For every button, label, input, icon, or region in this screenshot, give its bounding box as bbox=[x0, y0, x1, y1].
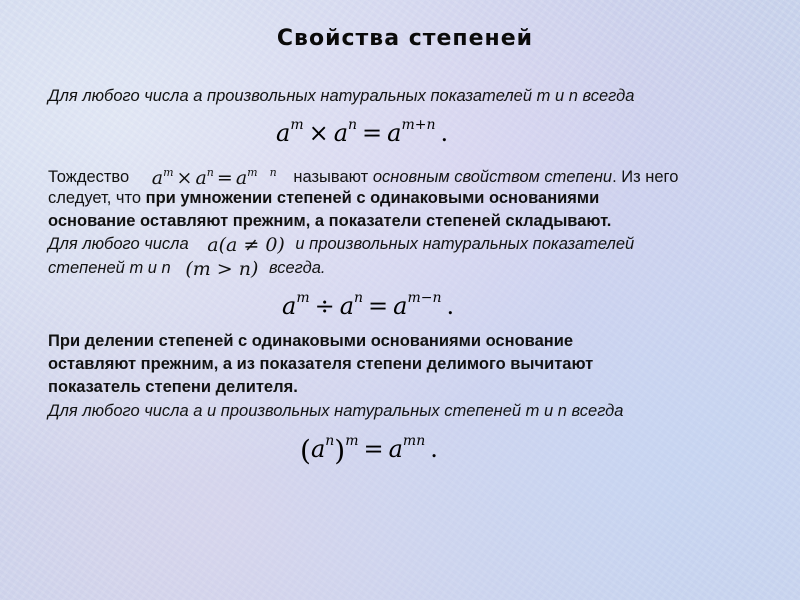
paragraph-2-line-2: следует, что при умножении степеней с одинаковыми основаниями bbox=[48, 189, 600, 207]
formula-multiplication: $a^m \times a^n = a^{m+n}$ . bbox=[276, 117, 449, 147]
paragraph-1: Для любого числа a произвольных натуральных показателей m и n всегда bbox=[48, 87, 635, 105]
paragraph-4-line-3: показатель степени делителя. bbox=[48, 378, 298, 396]
paragraph-3-line-2: степеней m и n (m > n) всегда. bbox=[48, 258, 326, 280]
formula-power-of-power: $(a^n)^m = a^{mn}$ . bbox=[300, 433, 438, 467]
slide-title: Свойства степеней bbox=[276, 26, 534, 51]
paragraph-3-line-1: Для любого числа a(a ≠ 0) и произвольных натуральных показателей bbox=[48, 234, 635, 256]
inline-condition-a-nonzero: a(a ≠ 0) bbox=[207, 234, 285, 256]
paragraph-2-line-3: основание оставляют прежним, а показатели степеней складывают. bbox=[48, 212, 612, 230]
paragraph-2-line-1: Тождество $a^m \times a^n = a^m$ $^n$ называют основным свойством степени. Из него bbox=[48, 162, 678, 189]
inline-condition-m-greater-n: (m > n) bbox=[185, 258, 259, 280]
paragraph-4-line-4: Для любого числа a и произвольных натуральных степеней m и n всегда bbox=[48, 402, 624, 420]
paragraph-4-line-2: оставляют прежним, а из показателя степени делимого вычитают bbox=[48, 355, 594, 373]
inline-formula-identity: $a^m \times a^n = a^m$ $^n$ bbox=[151, 166, 277, 189]
formula-division: $a^m \div a^n = a^{m-n}$ . bbox=[282, 290, 455, 320]
paragraph-4-line-1: При делении степеней с одинаковыми основаниями основание bbox=[48, 332, 574, 350]
